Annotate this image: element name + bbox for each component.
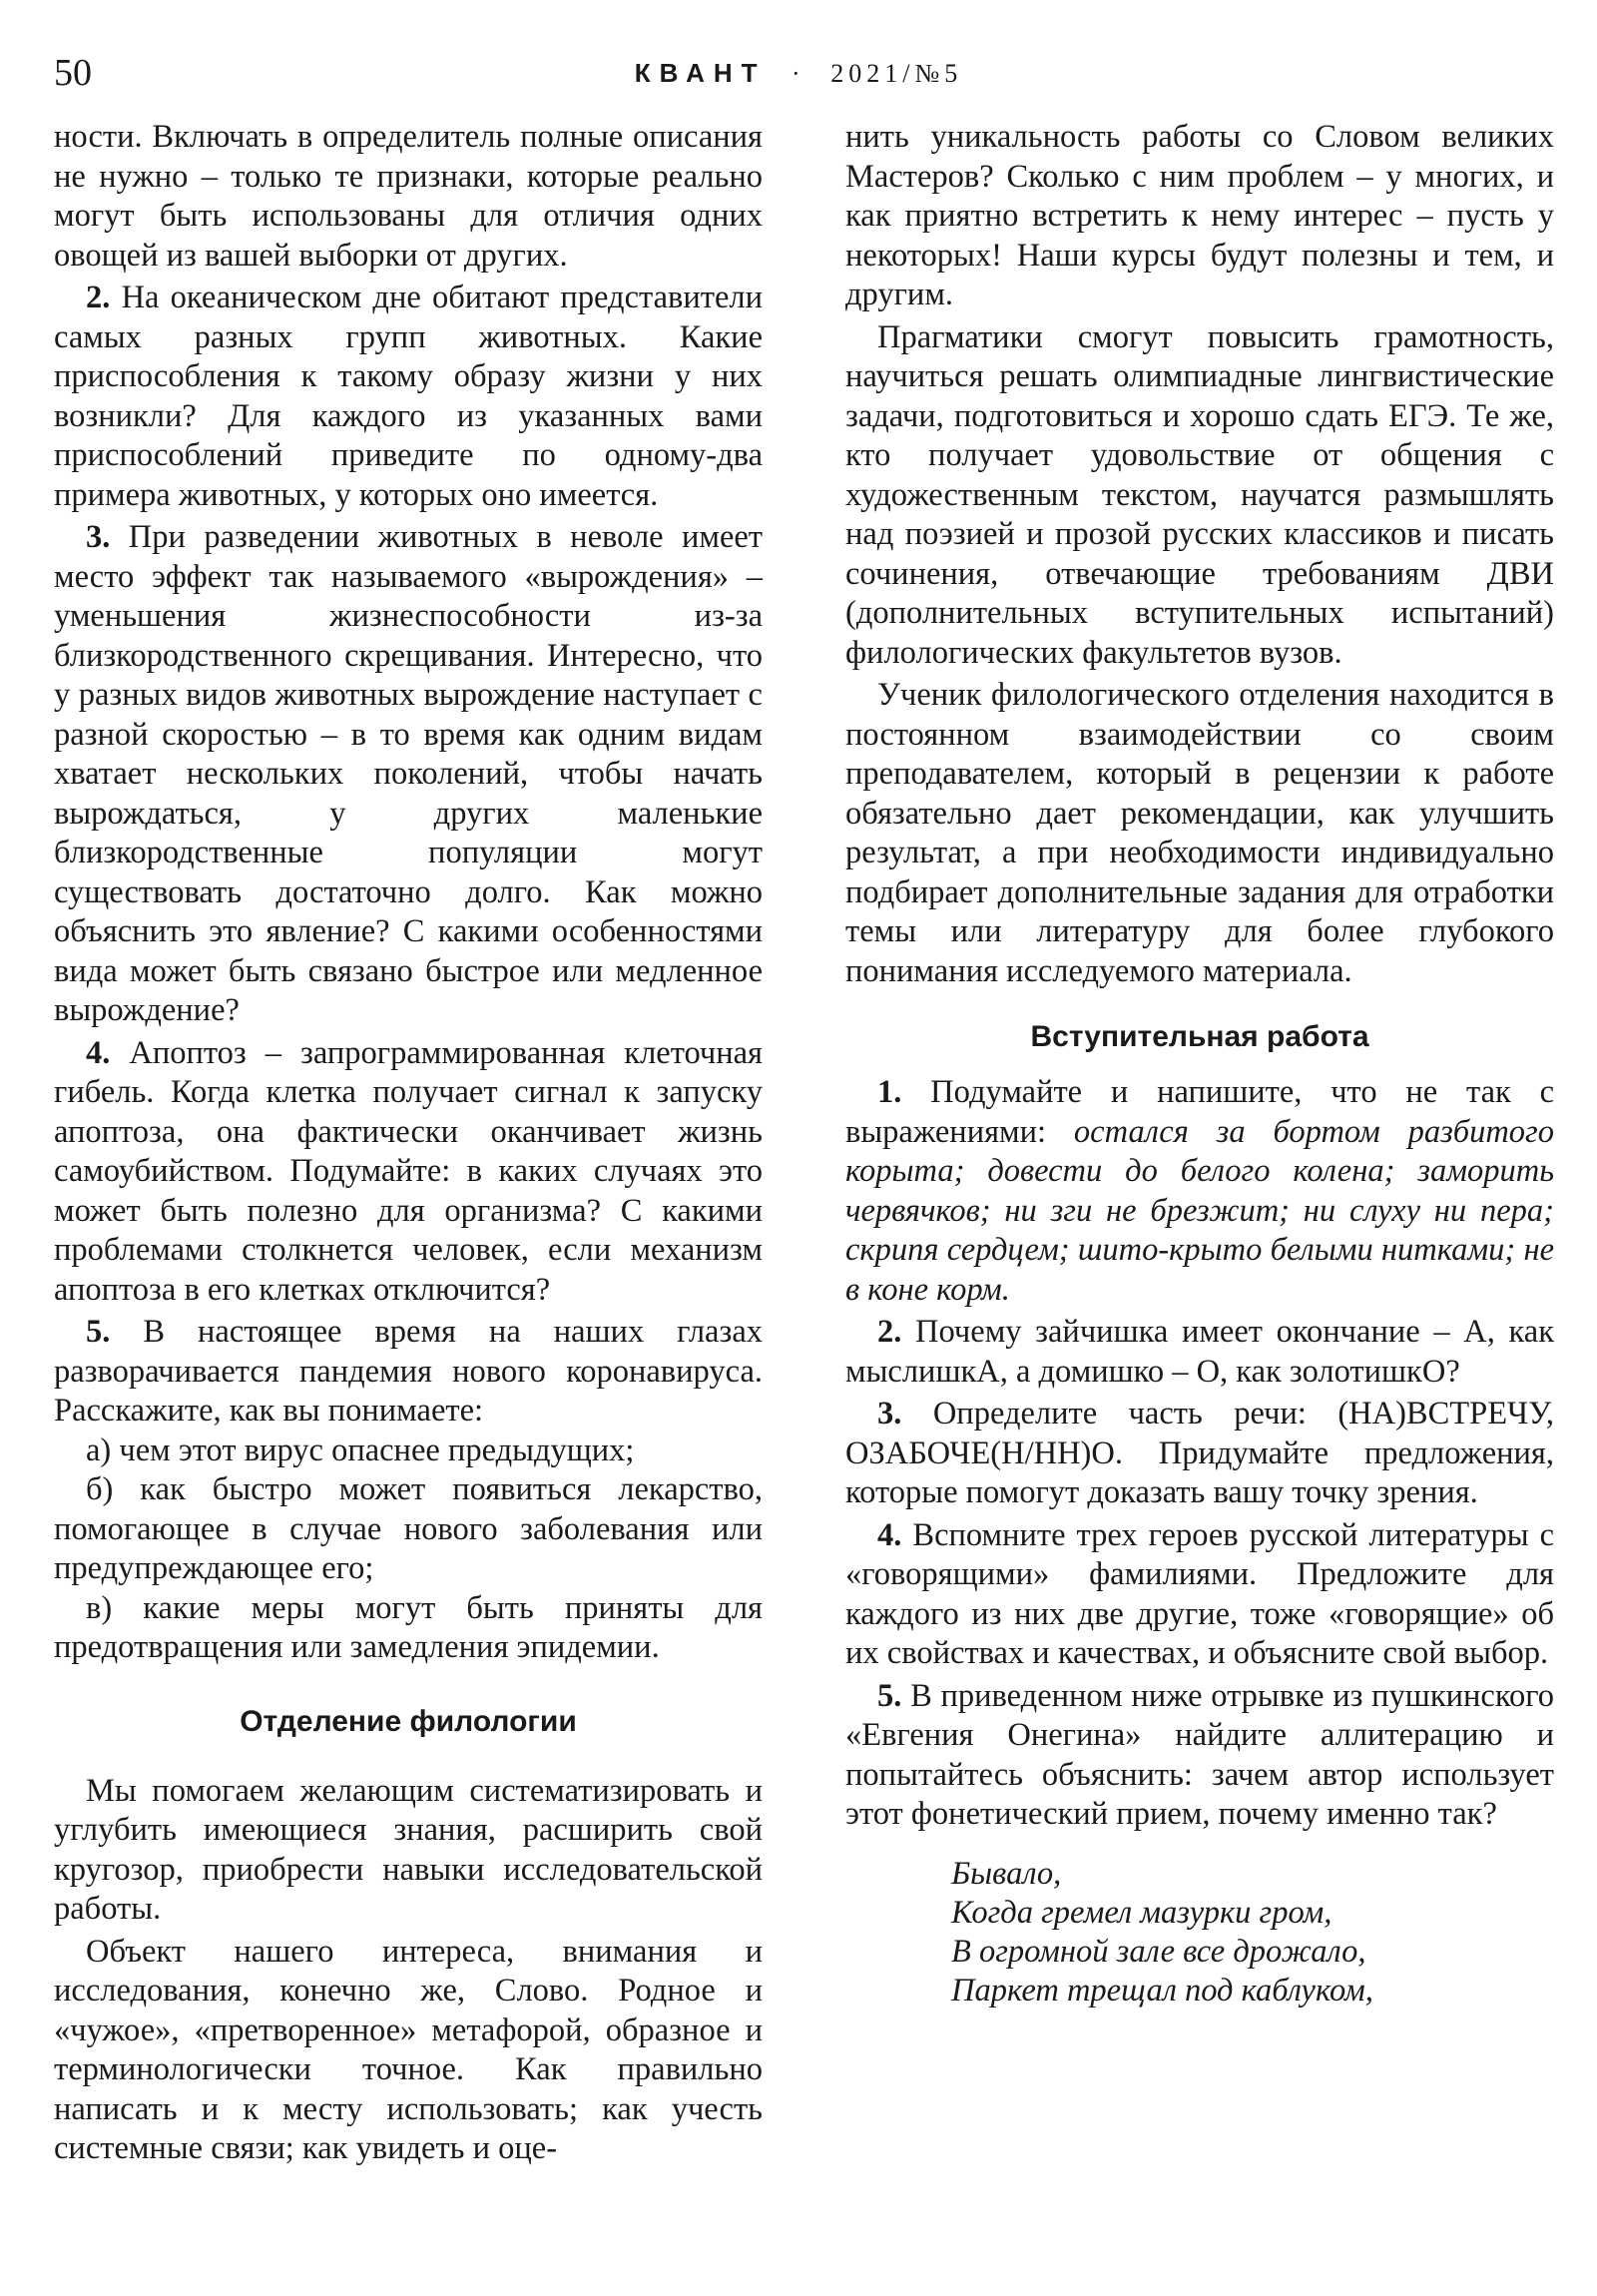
task-2 bbox=[845, 1313, 1554, 1392]
section-title-entrance-work: Вступительная работа bbox=[1030, 1020, 1369, 1053]
task-5 bbox=[845, 1677, 1554, 1835]
philology-paragraph-2: Объект нашего интереса, внимания и исследования, конечно же, Слово. Родное и «чужое», «претворенное» метафорой, образное и терминологически точное. Как правильно написать и к месту использовать; как учесть системные связи; как увидеть и оце- bbox=[54, 1933, 763, 2166]
magazine-title: КВАНТ bbox=[634, 58, 767, 88]
task-text: Почему зайчишка имеет окончание – А, как мыслишкА, а домишко – О, как золотишкО? bbox=[845, 1314, 1555, 1390]
philology-paragraph-1: Мы помогаем желающим систематизировать и углубить имеющиеся знания, расширить свой кругозор, приобрести навыки исследовательской работы. bbox=[54, 1772, 763, 1927]
paragraph-continuation: нить уникальность работы со Словом великих Мастеров? Сколько с ним проблем – у многих, и как приятно встретить к нему интерес – пусть у некоторых! Наши курсы будут полезны и тем, и другим. bbox=[845, 119, 1554, 312]
question-number: 2. bbox=[86, 280, 111, 315]
task-1 bbox=[845, 1073, 1554, 1310]
task-text: В приведенном ниже отрывке из пушкинского «Евгения Онегина» найдите аллитерацию и попытайтесь объяснить: зачем автор использует этот фонетический прием, почему именно так? bbox=[845, 1677, 1554, 1832]
question-2 bbox=[54, 279, 763, 515]
question-text: В настоящее время на наших глазах разворачивается пандемия нового коронавируса. Расскажите, как вы понимаете: bbox=[54, 1314, 763, 1429]
poem-line: Бывало, bbox=[951, 1855, 1062, 1892]
question-5-item-c: в) какие меры могут быть приняты для предотвращения или замедления эпидемии. bbox=[54, 1589, 763, 1665]
task-text: Подумайте и напишите, что не так с выражениями: bbox=[845, 1074, 1554, 1150]
task-text: Определите часть речи: (НА)ВСТРЕЧУ, ОЗАБОЧЕ(Н/НН)О. Придумайте предложения, которые помогут доказать вашу точку зрения. bbox=[845, 1396, 1555, 1510]
question-text: При разведении животных в неволе имеет место эффект так называемого «вырождения» – уменьшения жизнеспособности из-за близкородственного скрещивания. Интересно, что у разных видов животных вырождение наступает с разной скоростью – в то время как одним видам хватает нескольких поколений, чтобы начать вырождаться, у других маленькие близкородственные популяции могут существовать достаточно долго. Как можно объяснить это явление? С какими особенностями вида может быть связано быстрое или медленное вырождение? bbox=[54, 519, 764, 1028]
question-number: 5. bbox=[86, 1314, 111, 1350]
poem-excerpt bbox=[845, 1855, 1554, 2010]
right-column bbox=[845, 118, 1554, 2010]
philology-paragraph-4: Ученик филологического отделения находится в постоянном взаимодействии со своим преподавателем, который в рецензии к работе обязательно дает рекомендации, как улучшить результат, а при необходимости индивидуально подбирает дополнительные задания для отработки темы или литературу для более глубокого понимания исследуемого материала. bbox=[845, 677, 1554, 989]
poem-line: Когда гремел мазурки гром, bbox=[951, 1894, 1332, 1931]
philology-paragraph-3: Прагматики смогут повысить грамотность, научиться решать олимпиадные лингвистические задачи, подготовиться и хорошо сдать ЕГЭ. Те же, кто получает удовольствие от общения с художественным текстом, научатся размышлять над поэзией и прозой русских классиков и писать сочинения, отвечающие требованиям ДВИ (дополнительных вступительных испытаний) филологических факультетов вузов. bbox=[845, 318, 1554, 671]
question-number: 3. bbox=[86, 519, 111, 555]
task-number: 3. bbox=[877, 1396, 902, 1432]
running-head bbox=[54, 48, 1543, 99]
task-number: 2. bbox=[877, 1314, 902, 1350]
issue-number: 2021/№5 bbox=[830, 59, 963, 88]
paragraph-continuation: ности. Включать в определитель полные описания не нужно – только те признаки, которые реально могут быть использованы для отличия одних овощей из вашей выборки от других. bbox=[54, 119, 763, 274]
header-separator: · bbox=[792, 59, 805, 88]
question-text: Апоптоз – запрограммированная клеточная гибель. Когда клетка получает сигнал к запуску апоптоза, она фактически оканчивает жизнь самоубийством. Подумайте: в каких случаях это может быть полезно для организма? С какими проблемами столкнется человек, если механизм апоптоза в его клетках отключится? bbox=[54, 1034, 764, 1308]
page-number: 50 bbox=[54, 52, 92, 94]
task-number: 1. bbox=[877, 1074, 902, 1110]
task-4 bbox=[845, 1516, 1554, 1674]
question-4 bbox=[54, 1034, 763, 1311]
task-expressions: остался за бортом разбитого корыта; довести до белого колена; заморить червячков; ни зги не брезжит; ни слуху ни пера; скрипя сердцем; шито-крыто белыми нитками; не в коне корм. bbox=[845, 1113, 1554, 1308]
task-3 bbox=[845, 1395, 1554, 1513]
question-5 bbox=[54, 1313, 763, 1432]
question-text: На океаническом дне обитают представители самых разных групп животных. Какие приспособления к такому образу жизни у них возникли? Для каждого из указанных вами приспособлений приведите по одному-два примера животных, у которых оно имеется. bbox=[54, 280, 763, 513]
task-text: Вспомните трех героев русской литературы с «говорящими» фамилиями. Предложите для каждого из них две другие, тоже «говорящие» об их свойствах и качествах, и объясните свой выбор. bbox=[845, 1516, 1555, 1671]
section-title-philology: Отделение филологии bbox=[240, 1704, 577, 1738]
question-5-item-a: а) чем этот вирус опаснее предыдущих; bbox=[86, 1432, 635, 1468]
left-column bbox=[54, 118, 763, 2169]
question-number: 4. bbox=[86, 1034, 111, 1071]
question-3 bbox=[54, 518, 763, 1031]
poem-line: Паркет трещал под каблуком, bbox=[951, 1972, 1373, 2009]
task-number: 5. bbox=[877, 1677, 902, 1714]
poem-line: В огромной зале все дрожало, bbox=[951, 1933, 1366, 1970]
task-number: 4. bbox=[877, 1516, 902, 1553]
question-5-item-b: б) как быстро может появиться лекарство, помогающее в случае нового заболевания или предупреждающее его; bbox=[54, 1471, 763, 1586]
page-header bbox=[54, 48, 1543, 98]
